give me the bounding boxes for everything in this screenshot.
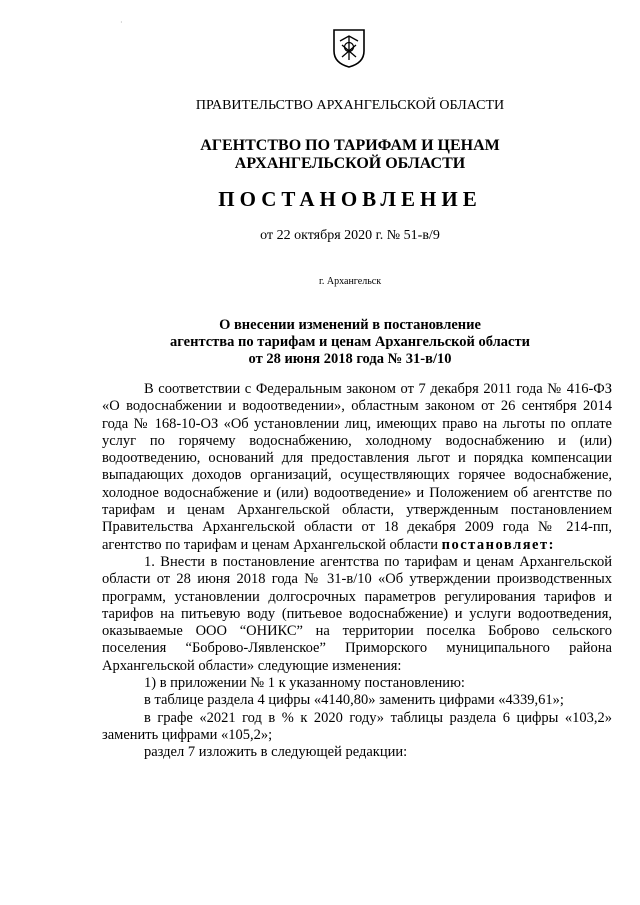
agency-title-line: АРХАНГЕЛЬСКОЙ ОБЛАСТИ	[234, 155, 466, 172]
subject-line: агентства по тарифам и ценам Архангельской области	[170, 334, 530, 350]
document-body	[102, 381, 612, 762]
body-paragraph	[102, 381, 612, 554]
body-paragraph: раздел 7 изложить в следующей редакции:	[144, 744, 408, 761]
decree-word: постановляет:	[441, 536, 555, 553]
body-paragraph: 1) в приложении № 1 к указанному постановлению:	[144, 675, 465, 692]
agency-title-line: АГЕНТСТВО ПО ТАРИФАМ И ЦЕНАМ	[200, 137, 500, 154]
body-paragraph: 1. Внести в постановление агентства по тарифам и ценам Архангельской области от 28 июня 2018 года № 31-в/10 «Об утверждении производственных программ, установлении долгосрочных параметров регулирования тарифов и тарифов на питьевую воду (питьевое водоснабжение) и услуги водоотведения, оказываемые ООО “ОНИКС” на территории поселка Боброво сельского поселения “Боброво-Лявленское” Приморского муниципального района Архангельской области» следующие изменения:	[102, 553, 612, 674]
document-type-heading: ПОСТАНОВЛЕНИЕ	[218, 187, 482, 211]
government-title: ПРАВИТЕЛЬСТВО АРХАНГЕЛЬСКОЙ ОБЛАСТИ	[195, 98, 505, 113]
subject-line: О внесении изменений в постановление	[219, 317, 481, 333]
preamble-text: В соответствии с Федеральным законом от 7 декабря 2011 года № 416-ФЗ «О водоснабжении и водоотведении», областным законом от 26 сентября 2014 года № 168-10-ОЗ «Об установлении лиц, имеющих право на льготы по оплате услуг по горячему водоснабжению, холодному водоснабжению и (или) водоотведению, оснований для предоставления льгот и порядка компенсации выпадающих доходов организаций, осуществляющих горячее водоснабжение, холодное водоснабжение и (или) водоотведение» и Положением об агентстве по тарифам и ценам Архангельской области, утвержденным постановлением Правительства Архангельской области от 18 декабря 2009 года № 214-пп, агентство по тарифам и ценам Архангельской области	[102, 381, 612, 553]
agency-title	[100, 137, 600, 173]
coat-of-arms-emblem-icon	[331, 27, 367, 69]
subject-line: от 28 июня 2018 года № 31-в/10	[248, 351, 452, 367]
document-city: г. Архангельск	[318, 276, 382, 287]
document-subject	[100, 317, 600, 368]
corner-mark: ·	[120, 18, 123, 27]
body-paragraph: в графе «2021 год в % к 2020 году» таблицы раздела 6 цифры «103,2» заменить цифрами «105,2»;	[102, 709, 612, 743]
document-date-number: от 22 октября 2020 г. № 51-в/9	[260, 228, 440, 243]
body-paragraph: в таблице раздела 4 цифры «4140,80» заменить цифрами «4339,61»;	[144, 692, 564, 709]
